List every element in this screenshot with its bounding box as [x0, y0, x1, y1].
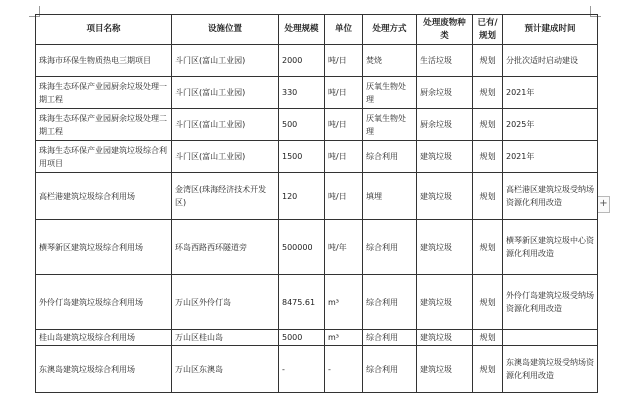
header-status: 已有/规划	[473, 15, 503, 45]
cell-location: 斗门区(富山工业园)	[172, 77, 279, 109]
cell-capacity: -	[279, 346, 325, 393]
cell-project-name: 东澳岛建筑垃圾综合利用场	[36, 346, 172, 393]
cell-method: 综合利用	[363, 141, 417, 173]
cell-waste-type: 建筑垃圾	[417, 346, 473, 393]
table-row	[36, 275, 598, 330]
cell-unit: 吨/日	[325, 141, 363, 173]
table-row	[36, 109, 598, 141]
cell-project-name: 珠海生态环保产业园建筑垃圾综合利用项目	[36, 141, 172, 173]
cell-project-name: 桂山岛建筑垃圾综合利用场	[36, 330, 172, 346]
cell-waste-type: 厨余垃圾	[417, 77, 473, 109]
cell-method: 填埋	[363, 173, 417, 220]
cell-capacity: 5000	[279, 330, 325, 346]
cell-completion: 高栏港区建筑垃圾受纳场资源化利用改造	[503, 173, 598, 220]
cell-capacity: 8475.61	[279, 275, 325, 330]
cell-completion: 分批次适时启动建设	[503, 45, 598, 77]
cell-location: 环岛西路西环隧道旁	[172, 220, 279, 275]
cell-unit: m³	[325, 330, 363, 346]
cell-status: 规划	[473, 173, 503, 220]
cell-completion: 外伶仃岛建筑垃圾受纳场资源化利用改造	[503, 275, 598, 330]
cell-waste-type: 建筑垃圾	[417, 220, 473, 275]
cell-capacity: 1500	[279, 141, 325, 173]
cell-project-name: 高栏港建筑垃圾综合利用场	[36, 173, 172, 220]
cell-project-name: 横琴新区建筑垃圾综合利用场	[36, 220, 172, 275]
cell-method: 综合利用	[363, 346, 417, 393]
table-row	[36, 330, 598, 346]
cell-unit: 吨/日	[325, 45, 363, 77]
cell-method: 焚烧	[363, 45, 417, 77]
cell-location: 斗门区(富山工业园)	[172, 45, 279, 77]
table-row	[36, 45, 598, 77]
header-completion: 预计建成时间	[503, 15, 598, 45]
cell-capacity: 2000	[279, 45, 325, 77]
cell-unit: 吨/日	[325, 109, 363, 141]
add-row-handle-icon[interactable]: +	[597, 196, 610, 213]
cell-location: 斗门区(富山工业园)	[172, 141, 279, 173]
cell-project-name: 外伶仃岛建筑垃圾综合利用场	[36, 275, 172, 330]
header-method: 处理方式	[363, 15, 417, 45]
cell-method: 综合利用	[363, 220, 417, 275]
cell-status: 规划	[473, 330, 503, 346]
cell-waste-type: 厨余垃圾	[417, 109, 473, 141]
cell-capacity: 500000	[279, 220, 325, 275]
cell-status: 规划	[473, 141, 503, 173]
cell-waste-type: 生活垃圾	[417, 45, 473, 77]
cell-location: 斗门区(富山工业园)	[172, 109, 279, 141]
cell-status: 规划	[473, 77, 503, 109]
cell-waste-type: 建筑垃圾	[417, 141, 473, 173]
table-row	[36, 141, 598, 173]
cell-project-name: 珠海生态环保产业园厨余垃圾处理一期工程	[36, 77, 172, 109]
cell-location: 金湾区(珠海经济技术开发区)	[172, 173, 279, 220]
header-waste-type: 处理废物种类	[417, 15, 473, 45]
header-project-name: 项目名称	[36, 15, 172, 45]
cell-unit: 吨/日	[325, 77, 363, 109]
cell-completion: 2021年	[503, 141, 598, 173]
header-location: 设施位置	[172, 15, 279, 45]
cell-location: 万山区东澳岛	[172, 346, 279, 393]
cell-method: 综合利用	[363, 330, 417, 346]
cell-completion: 2025年	[503, 109, 598, 141]
cell-status: 规划	[473, 45, 503, 77]
facility-planning-table	[35, 14, 598, 393]
cell-status: 规划	[473, 220, 503, 275]
cell-method: 厌氧生物处理	[363, 77, 417, 109]
cell-method: 厌氧生物处理	[363, 109, 417, 141]
cell-capacity: 500	[279, 109, 325, 141]
cell-unit: 吨/年	[325, 220, 363, 275]
cell-unit: -	[325, 346, 363, 393]
cell-waste-type: 建筑垃圾	[417, 275, 473, 330]
header-unit: 单位	[325, 15, 363, 45]
cell-location: 万山区桂山岛	[172, 330, 279, 346]
header-row	[36, 15, 598, 45]
cell-capacity: 330	[279, 77, 325, 109]
cell-location: 万山区外伶仃岛	[172, 275, 279, 330]
cell-unit: m³	[325, 275, 363, 330]
cell-waste-type: 建筑垃圾	[417, 173, 473, 220]
cell-status: 规划	[473, 346, 503, 393]
cell-project-name: 珠海生态环保产业园厨余垃圾处理二期工程	[36, 109, 172, 141]
table-row	[36, 173, 598, 220]
cell-method: 综合利用	[363, 275, 417, 330]
table-row	[36, 77, 598, 109]
cell-project-name: 珠海市环保生物质热电三期项目	[36, 45, 172, 77]
cell-status: 规划	[473, 275, 503, 330]
cell-completion: 横琴新区建筑垃圾中心资源化利用改造	[503, 220, 598, 275]
cell-unit: 吨/日	[325, 173, 363, 220]
header-capacity: 处理规模	[279, 15, 325, 45]
table-row	[36, 220, 598, 275]
cell-capacity: 120	[279, 173, 325, 220]
cell-completion	[503, 330, 598, 346]
cell-completion: 2021年	[503, 77, 598, 109]
cell-completion: 东澳岛建筑垃圾受纳场资源化利用改造	[503, 346, 598, 393]
cell-status: 规划	[473, 109, 503, 141]
table-row	[36, 346, 598, 393]
cell-waste-type: 建筑垃圾	[417, 330, 473, 346]
